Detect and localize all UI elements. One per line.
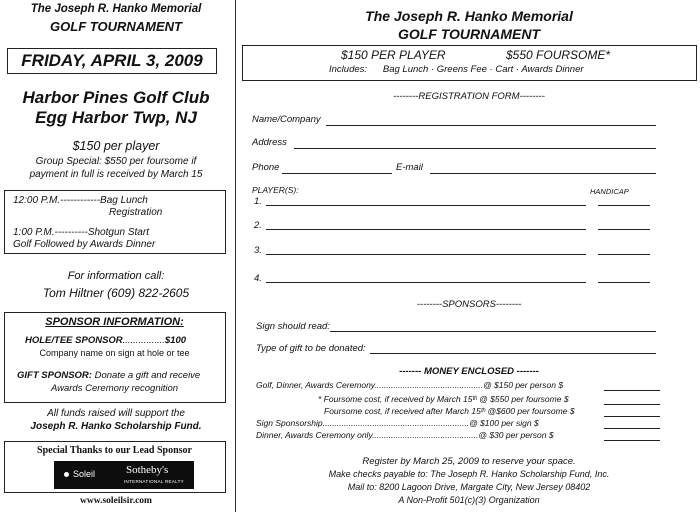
info-contact: Tom Hiltner (609) 822-2605 bbox=[42, 286, 190, 300]
column-divider bbox=[235, 0, 236, 512]
hole-tee-row bbox=[25, 335, 186, 346]
sponsor-info-heading: SPONSOR INFORMATION: bbox=[45, 316, 184, 328]
venue-name: Harbor Pines Golf Club bbox=[22, 88, 210, 107]
logo-dot-icon bbox=[64, 472, 69, 477]
name-field[interactable] bbox=[326, 125, 656, 126]
schedule-row2 bbox=[13, 227, 149, 238]
sign-read-field[interactable] bbox=[330, 331, 656, 332]
money-row-2: * Foursome cost, if received by March 15ᵗʰ @ $550 per foursome $ bbox=[318, 394, 569, 404]
schedule-box bbox=[4, 190, 226, 254]
money-row-4-label: Sign Sponsorship bbox=[256, 418, 323, 428]
info-call: For information call: bbox=[67, 270, 165, 282]
money-row-1 bbox=[256, 380, 563, 390]
money-heading: ------- MONEY ENCLOSED ------- bbox=[399, 366, 539, 377]
player-field-2[interactable] bbox=[266, 229, 586, 230]
left-flyer-column bbox=[0, 0, 232, 512]
money-row-3: Foursome cost, if received after March 15ᵗʰ @$600 per foursome $ bbox=[324, 406, 575, 416]
email-field[interactable] bbox=[430, 173, 656, 174]
sign-read-label: Sign should read: bbox=[256, 321, 330, 332]
money-row-4 bbox=[256, 418, 539, 428]
registration-form-column bbox=[238, 0, 700, 512]
footer-mail-to: Mail to: 8200 Lagoon Drive, Margate City, New Jersey 08402 bbox=[347, 482, 591, 492]
hole-tee-label: HOLE/TEE SPONSOR bbox=[25, 335, 123, 346]
money-row-4-price: @ $100 per sign $ bbox=[469, 418, 539, 428]
money-field-1[interactable] bbox=[604, 390, 660, 391]
player-num-1: 1. bbox=[254, 196, 262, 207]
player-field-3[interactable] bbox=[266, 254, 586, 255]
sponsor-logo-sub: INTERNATIONAL REALTY bbox=[124, 479, 184, 484]
money-row-1-dots: .............................................. bbox=[374, 380, 484, 390]
address-label: Address bbox=[252, 137, 287, 148]
players-label: PLAYER(S): bbox=[252, 185, 299, 195]
gift-type-label: Type of gift to be donated: bbox=[256, 343, 366, 354]
left-price: $150 per player bbox=[72, 139, 160, 153]
handicap-field-4[interactable] bbox=[598, 282, 650, 283]
money-row-1-label: Golf, Dinner, Awards Ceremony bbox=[256, 380, 375, 390]
includes-items: Bag Lunch · Greens Fee · Cart · Awards Dinner bbox=[382, 64, 584, 75]
player-num-2: 2. bbox=[254, 220, 262, 231]
price-foursome: $550 FOURSOME* bbox=[506, 48, 611, 62]
player-num-4: 4. bbox=[254, 273, 262, 284]
sponsor-logo-left: Soleil bbox=[64, 469, 95, 479]
handicap-field-3[interactable] bbox=[598, 254, 650, 255]
gift-sponsor-row bbox=[17, 370, 200, 381]
group-special-line2: payment in full is received by March 15 bbox=[29, 169, 203, 180]
sponsor-logo-right: Sotheby's bbox=[126, 464, 169, 476]
footer-register-by: Register by March 25, 2009 to reserve your space. bbox=[362, 456, 576, 467]
footer-nonprofit: A Non-Profit 501(c)(3) Organization bbox=[398, 495, 540, 505]
player-field-1[interactable] bbox=[266, 205, 586, 206]
schedule-event2: Shotgun Start bbox=[87, 227, 149, 238]
hole-tee-price: $100 bbox=[164, 335, 187, 346]
venue-location: Egg Harbor Twp, NJ bbox=[35, 108, 197, 127]
gift-sponsor-desc2: Awards Ceremony recognition bbox=[50, 383, 179, 394]
funds-line1: All funds raised will support the bbox=[47, 408, 185, 419]
money-row-5 bbox=[256, 430, 554, 440]
schedule-note: Golf Followed by Awards Dinner bbox=[13, 239, 156, 250]
hole-tee-dots: ................ bbox=[122, 335, 165, 346]
email-label: E-mail bbox=[396, 162, 423, 173]
money-field-5[interactable] bbox=[604, 440, 660, 441]
sponsor-logo bbox=[54, 461, 194, 489]
includes-row bbox=[329, 64, 584, 75]
pricing-box bbox=[242, 45, 697, 81]
name-label: Name/Company bbox=[252, 114, 321, 125]
sponsors-heading: --------SPONSORS-------- bbox=[416, 299, 522, 310]
sponsor-url: www.soleilsir.com bbox=[80, 496, 152, 506]
schedule-time2: 1:00 P.M. bbox=[13, 227, 55, 238]
schedule-time1: 12:00 P.M. bbox=[13, 195, 61, 206]
handicap-field-1[interactable] bbox=[598, 205, 650, 206]
address-field[interactable] bbox=[294, 148, 656, 149]
money-row-5-price: @ $30 per person $ bbox=[478, 430, 554, 440]
right-title-line2: GOLF TOURNAMENT bbox=[397, 26, 541, 42]
schedule-row1 bbox=[13, 195, 148, 206]
group-special-line1: Group Special: $550 per foursome if bbox=[35, 156, 197, 167]
money-row-5-dots: ............................................. bbox=[372, 430, 479, 440]
money-field-2[interactable] bbox=[604, 404, 660, 405]
event-date: FRIDAY, APRIL 3, 2009 bbox=[21, 51, 203, 70]
gift-sponsor-desc1: Donate a gift and receive bbox=[94, 370, 201, 381]
money-row-1-price: @ $150 per person $ bbox=[483, 380, 564, 390]
money-field-3[interactable] bbox=[604, 416, 660, 417]
left-title-line1: The Joseph R. Hanko Memorial bbox=[30, 3, 202, 15]
includes-label: Includes: bbox=[329, 64, 368, 75]
registration-heading: --------REGISTRATION FORM-------- bbox=[393, 91, 545, 102]
hole-tee-desc: Company name on sign at hole or tee bbox=[39, 348, 190, 358]
handicap-label: HANDICAP bbox=[590, 187, 629, 196]
date-box bbox=[7, 48, 217, 74]
lead-sponsor-heading: Special Thanks to our Lead Sponsor bbox=[37, 445, 192, 456]
schedule-event1b: Registration bbox=[109, 207, 163, 218]
funds-line2: Joseph R. Hanko Scholarship Fund. bbox=[30, 421, 202, 432]
right-title-line1: The Joseph R. Hanko Memorial bbox=[365, 8, 573, 24]
phone-field[interactable] bbox=[282, 173, 392, 174]
gift-type-field[interactable] bbox=[370, 353, 656, 354]
sponsor-info-box bbox=[4, 312, 226, 403]
money-row-4-dots: .............................................................. bbox=[322, 418, 470, 428]
money-row-5-label: Dinner, Awards Ceremony only bbox=[256, 430, 373, 440]
player-field-4[interactable] bbox=[266, 282, 586, 283]
gift-sponsor-label: GIFT SPONSOR: bbox=[17, 370, 92, 381]
left-title-line2: GOLF TOURNAMENT bbox=[50, 19, 182, 34]
schedule-event1: Bag Lunch bbox=[100, 195, 148, 206]
schedule-dashes2: ---------- bbox=[54, 227, 88, 238]
handicap-field-2[interactable] bbox=[598, 229, 650, 230]
footer-checks-payable: Make checks payable to: The Joseph R. Hanko Scholarship Fund, Inc. bbox=[328, 469, 610, 479]
phone-label: Phone bbox=[252, 162, 280, 173]
price-per-player: $150 PER PLAYER bbox=[341, 48, 446, 62]
schedule-dashes1: ------------ bbox=[60, 195, 101, 206]
player-num-3: 3. bbox=[254, 245, 262, 256]
money-field-4[interactable] bbox=[604, 428, 660, 429]
